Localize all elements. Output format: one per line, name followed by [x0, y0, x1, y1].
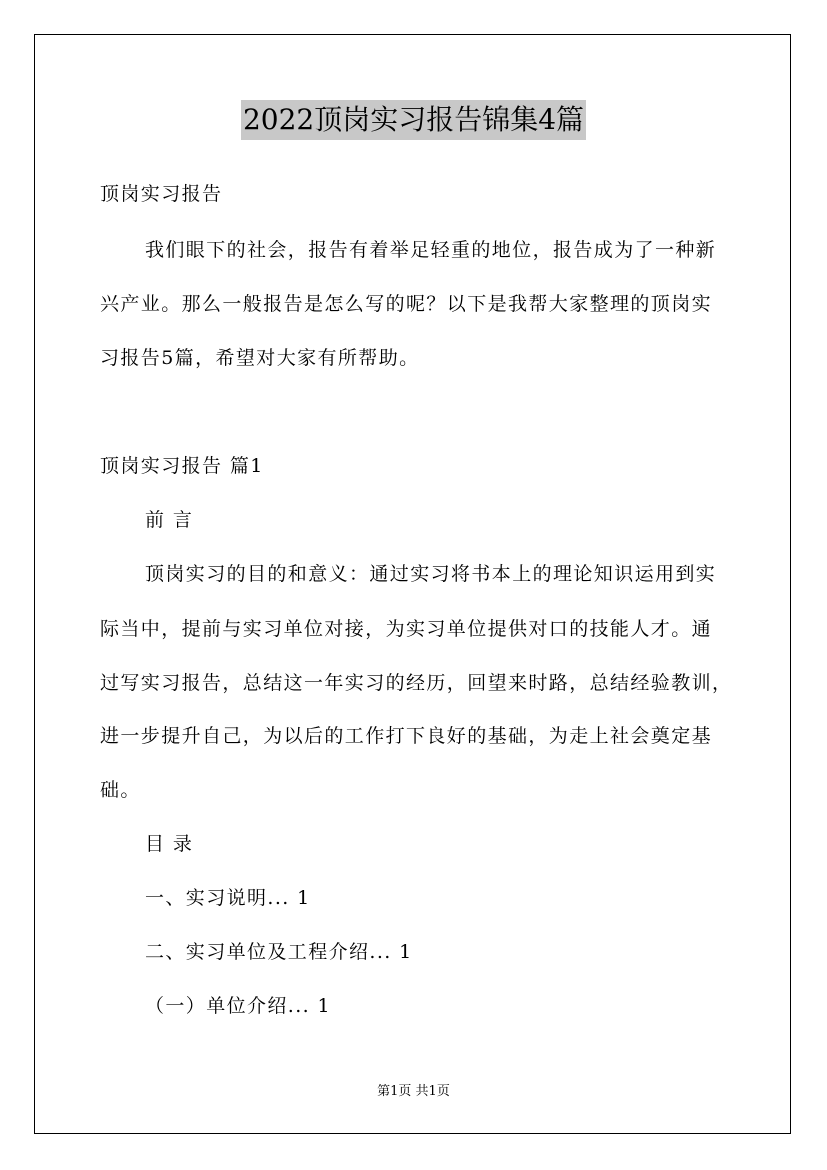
document-title: 2022顶岗实习报告锦集4篇 — [241, 100, 586, 140]
section-heading: 顶岗实习报告 篇1 — [100, 455, 264, 477]
toc-item: 二、实习单位及工程介绍... 1 — [145, 941, 413, 963]
preface-paragraph-line: 顶岗实习的目的和意义：通过实习将书本上的理论知识运用到实 — [145, 563, 717, 585]
preface-paragraph-line: 进一步提升自己，为以后的工作打下良好的基础，为走上社会奠定基 — [100, 725, 713, 747]
toc-label: 目 录 — [145, 833, 194, 855]
title-container — [0, 100, 827, 140]
intro-paragraph-line: 我们眼下的社会，报告有着举足轻重的地位，报告成为了一种新 — [145, 239, 717, 261]
page-footer: 第1页 共1页 — [377, 1084, 450, 1099]
toc-item: 一、实习说明... 1 — [145, 887, 311, 909]
toc-item: （一）单位介绍... 1 — [145, 995, 332, 1017]
intro-paragraph-line: 习报告5篇，希望对大家有所帮助。 — [100, 347, 420, 369]
intro-paragraph-line: 兴产业。那么一般报告是怎么写的呢？以下是我帮大家整理的顶岗实 — [100, 293, 713, 315]
preface-paragraph-line: 础。 — [100, 779, 141, 801]
preface-paragraph-line: 际当中，提前与实习单位对接，为实习单位提供对口的技能人才。通 — [100, 618, 713, 640]
document-heading: 顶岗实习报告 — [100, 183, 223, 205]
preface-label: 前 言 — [145, 509, 194, 531]
preface-paragraph-line: 过写实习报告，总结这一年实习的经历，回望来时路，总结经验教训， — [100, 672, 733, 694]
